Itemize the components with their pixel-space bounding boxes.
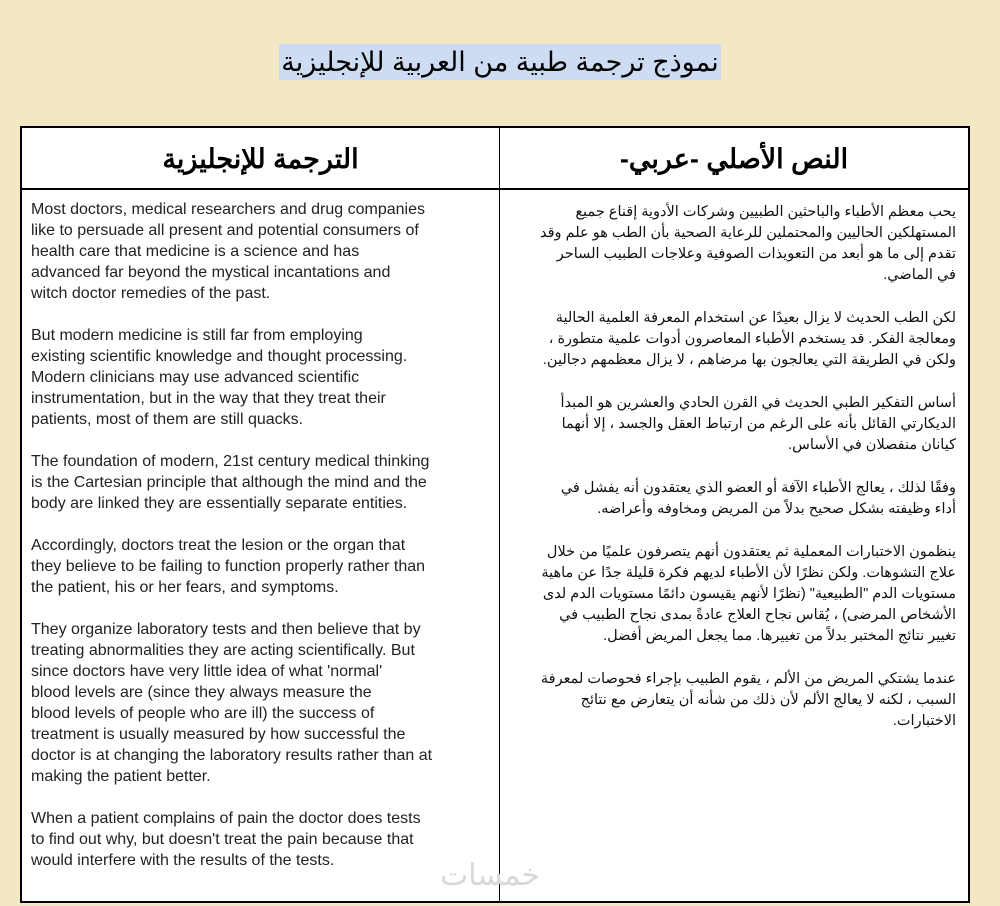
text-line: the patient, his or her fears, and symptoms. <box>31 579 339 596</box>
text-line: لكن الطب الحديث لا يزال بعيدًا عن استخدام المعرفة العلمية الحالية <box>555 310 956 326</box>
paragraph <box>31 199 493 304</box>
text-line: تغيير نتائج المختبر بدلاً من تغييرها. مما يجعل المريض أفضل. <box>603 628 956 644</box>
text-line: المستهلكين الحاليين والمحتملين للرعاية الصحية بأن الطب هو علم وقد <box>540 225 956 241</box>
text-line: patients, most of them are still quacks. <box>31 411 304 428</box>
text-line: to find out why, but doesn't treat the pain because that <box>31 831 414 848</box>
text-line: Modern clinicians may use advanced scientific <box>31 369 360 386</box>
text-line: doctor is at changing the laboratory results rather than at <box>31 747 433 764</box>
paragraph <box>31 619 493 787</box>
text-line: treating abnormalities they are acting scientifically. But <box>31 642 415 659</box>
arabic-original-column <box>508 202 956 754</box>
text-line: يحب معظم الأطباء والباحثين الطبيين وشركات الأدوية إقناع جميع <box>575 204 956 220</box>
text-line: Accordingly, doctors treat the lesion or the organ that <box>31 537 406 554</box>
document-title-wrap <box>0 44 1000 80</box>
text-line: making the patient better. <box>31 768 211 785</box>
column-divider <box>499 128 500 901</box>
paragraph <box>508 669 956 732</box>
text-line: عندما يشتكي المريض من الألم ، يقوم الطبيب بإجراء فحوصات لمعرفة <box>540 671 956 687</box>
document-title: نموذج ترجمة طبية من العربية للإنجليزية <box>279 44 721 80</box>
text-line: would interfere with the results of the tests. <box>31 852 335 869</box>
text-line: Most doctors, medical researchers and drug companies <box>31 201 425 218</box>
text-line: body are linked they are essentially separate entities. <box>31 495 408 512</box>
text-line: أداء وظيفته بشكل صحيح بدلاً من المريض ومخاوفه وأعراضه. <box>597 501 956 517</box>
text-line: ولكن في الطريقة التي يعالجون بها مرضاهم ، لا يزال معظمهم دجالين. <box>542 352 956 368</box>
paragraph <box>508 393 956 456</box>
text-line: تقدم إلى ما هو أبعد من التعويذات الصوفية وعلاجات الطبيب الساحر <box>556 246 956 262</box>
paragraph <box>508 308 956 371</box>
text-line: health care that medicine is a science and has <box>31 243 360 260</box>
text-line: مستويات الدم "الطبيعية" (نظرًا لأنهم يقيسون دائمًا مستويات الدم لدى <box>542 586 956 602</box>
paragraph <box>508 542 956 647</box>
paragraph <box>508 202 956 286</box>
text-line: ومعالجة الفكر. قد يستخدم الأطباء المعاصرون أدوات علمية متطورة ، <box>548 331 956 347</box>
paragraph <box>508 478 956 520</box>
text-line: ينظمون الاختبارات المعملية ثم يعتقدون أنهم يتصرفون علميًا من خلال <box>546 544 956 560</box>
text-line: is the Cartesian principle that although the mind and the <box>31 474 427 491</box>
text-line: The foundation of modern, 21st century medical thinking <box>31 453 430 470</box>
text-line: blood levels are (since they always measure the <box>31 684 372 701</box>
text-line: علاج التشوهات. ولكن نظرًا لأن الأطباء لديهم فكرة قليلة جدًا عن ماهية <box>541 565 956 581</box>
header-arabic-original: النص الأصلي -عربي- <box>500 128 968 190</box>
text-line: الديكارتي القائل بأنه على الرغم من ارتباط العقل والجسد ، إلا أنهما <box>561 416 956 432</box>
text-line: الاختبارات. <box>892 713 956 729</box>
text-line: في الماضي. <box>883 267 956 283</box>
header-english-translation: الترجمة للإنجليزية <box>22 128 499 190</box>
paragraph <box>31 325 493 430</box>
text-line: But modern medicine is still far from employing <box>31 327 363 344</box>
text-line: أساس التفكير الطبي الحديث في القرن الحادي والعشرين هو المبدأ <box>560 395 956 411</box>
text-line: instrumentation, but in the way that they treat their <box>31 390 386 407</box>
text-line: since doctors have very little idea of what 'normal' <box>31 663 383 680</box>
text-line: advanced far beyond the mystical incantations and <box>31 264 391 281</box>
text-line: الأشخاص المرضى) ، يُقاس نجاح العلاج عادةً بمدى نجاح الطبيب في <box>559 607 956 623</box>
text-line: blood levels of people who are ill) the success of <box>31 705 375 722</box>
text-line: existing scientific knowledge and thought processing. <box>31 348 408 365</box>
watermark-logo: خمسات <box>440 859 541 892</box>
text-line: treatment is usually measured by how successful the <box>31 726 406 743</box>
paragraph <box>31 808 493 871</box>
text-line: witch doctor remedies of the past. <box>31 285 271 302</box>
english-translation-column <box>31 199 493 892</box>
text-line: they believe to be failing to function properly rather than <box>31 558 426 575</box>
text-line: كيانان منفصلان في الأساس. <box>788 437 956 453</box>
paragraph <box>31 535 493 598</box>
translation-table <box>20 126 970 903</box>
text-line: They organize laboratory tests and then believe that by <box>31 621 421 638</box>
text-line: وفقًا لذلك ، يعالج الأطباء الآفة أو العضو الذي يعتقدون أنه يفشل في <box>560 480 956 496</box>
text-line: السبب ، لكنه لا يعالج الألم لأن ذلك من شأنه أن يتعارض مع نتائج <box>580 692 956 708</box>
text-line: When a patient complains of pain the doctor does tests <box>31 810 421 827</box>
paragraph <box>31 451 493 514</box>
text-line: like to persuade all present and potential consumers of <box>31 222 419 239</box>
